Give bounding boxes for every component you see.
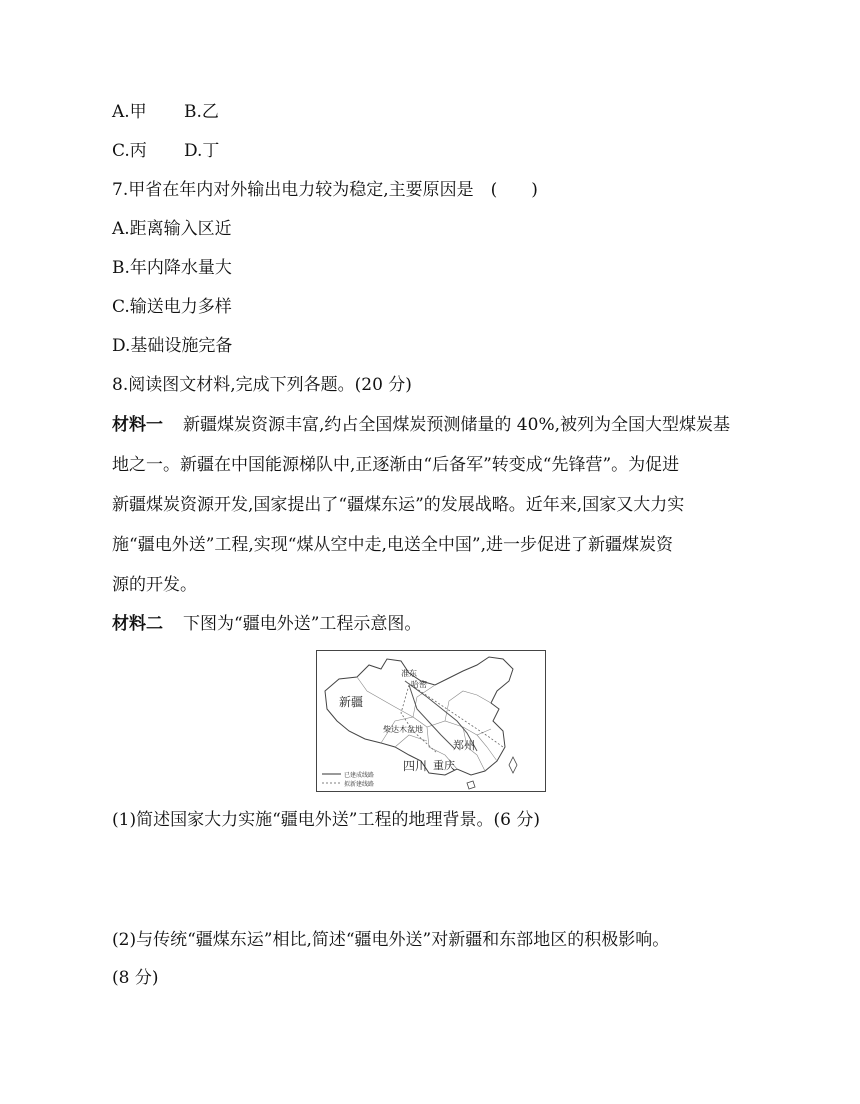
map-label-zhengzhou: 郑州 — [453, 739, 475, 752]
map-label-zhundong: 准东 — [401, 669, 417, 678]
material1-text-4: 施“疆电外送”工程,实现“煤从空中走,电送全中国”,进一步促进了新疆煤炭资 — [112, 535, 673, 555]
q8-sub2-line1: (2)与传统“疆煤东运”相比,简述“疆电外送”对新疆和东部地区的积极影响。 — [112, 930, 670, 950]
material1-text-3: 新疆煤炭资源开发,国家提出了“疆煤东运”的发展战略。近年来,国家又大力实 — [112, 495, 685, 515]
q8-sub2-line2: (8 分) — [112, 968, 159, 988]
q6-option-b[interactable]: B.乙 — [184, 102, 219, 122]
legend-built-line: 已建成线路 — [344, 772, 375, 779]
q7-option-d[interactable]: D.基础设施完备 — [112, 336, 233, 356]
map-label-sichuan: 四川 — [403, 759, 428, 773]
material2-text: 下图为“疆电外送”工程示意图。 — [183, 614, 422, 634]
q6-option-a[interactable]: A.甲 — [112, 102, 147, 122]
q6-options-row2 — [112, 140, 219, 162]
material1-text-2: 地之一。新疆在中国能源梯队中,正逐渐由“后备军”转变成“先锋营”。为促进 — [112, 455, 680, 475]
power-transmission-map — [316, 650, 546, 792]
q8-stem: 8.阅读图文材料,完成下列各题。(20 分) — [112, 375, 412, 395]
q7-option-b[interactable]: B.年内降水量大 — [112, 258, 232, 278]
material1-line1 — [112, 414, 730, 436]
q6-option-c[interactable]: C.丙 — [112, 141, 147, 161]
material2-line — [112, 613, 421, 635]
q6-options-row1 — [112, 101, 219, 123]
q7-option-c[interactable]: C.输送电力多样 — [112, 297, 232, 317]
material1-label: 材料一 — [112, 415, 163, 435]
material2-label: 材料二 — [112, 614, 163, 634]
q7-option-a[interactable]: A.距离输入区近 — [112, 219, 232, 239]
material1-text-5: 源的开发。 — [112, 575, 197, 595]
map-label-qaidam: 柴达木盆地 — [383, 725, 423, 734]
legend-planned-line: 拟新建线路 — [344, 781, 375, 788]
q8-sub1: (1)简述国家大力实施“疆电外送”工程的地理背景。(6 分) — [112, 810, 540, 830]
map-label-hami: 哈密 — [411, 680, 427, 689]
material1-text-1: 新疆煤炭资源丰富,约占全国煤炭预测储量的 40%,被列为全国大型煤炭基 — [183, 415, 730, 435]
map-label-chongqing: 重庆 — [433, 759, 455, 772]
q7-stem: 7.甲省在年内对外输出电力较为稳定,主要原因是 ( ) — [112, 180, 538, 200]
q6-option-d[interactable]: D.丁 — [184, 141, 220, 161]
map-label-xinjiang: 新疆 — [339, 695, 364, 709]
